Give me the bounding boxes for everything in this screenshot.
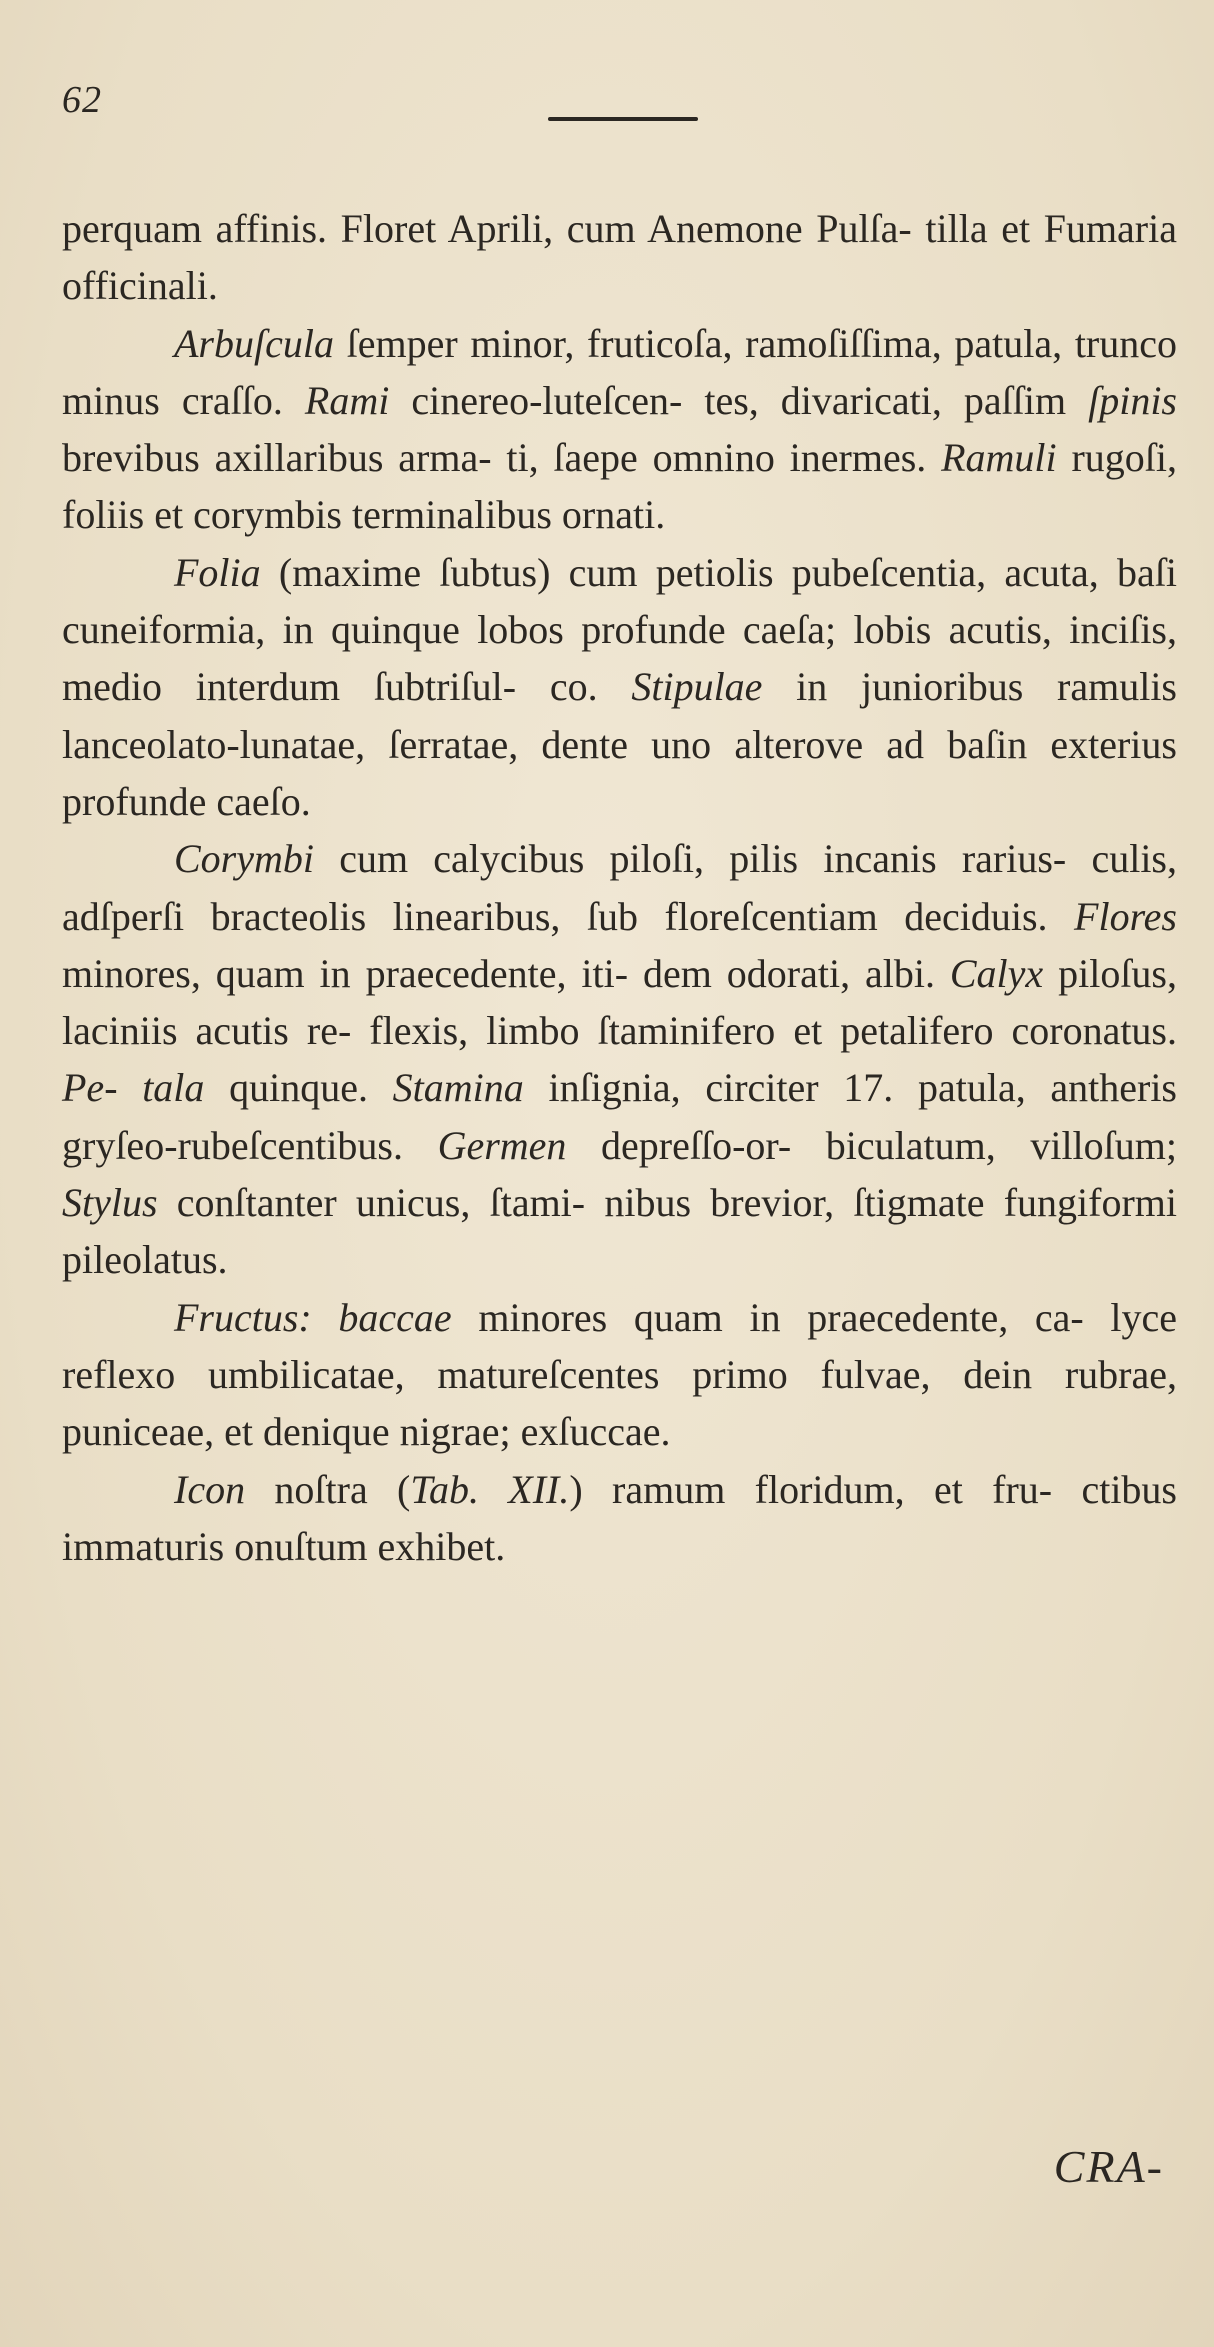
italic-term: Stamina [392,1065,524,1111]
text-run: rugoſi, foliis et corymbis terminalibus ornati. [62,435,1178,538]
paragraph [62,544,1177,830]
page-number: 62 [62,79,102,121]
italic-term: Pe- tala [62,1065,205,1111]
text-run: noſtra ( [245,1466,411,1512]
text-run: inſignia, circiter 17. patula, antheris gryſeo-rubeſcentibus. [62,1065,1177,1168]
paragraph [62,200,1177,315]
text-run: perquam affinis. Floret Aprili, cum Anemone Pulſa- tilla et Fumaria officinali. [62,206,1177,309]
text-run: piloſus, laciniis acutis re- flexis, limbo ſtaminifero et petalifero coronatus. [62,950,1177,1054]
text-run: depreſſo-or- biculatum, villoſum; [566,1122,1178,1168]
text-run: in junioribus ramulis lanceolato-lunatae, ſerratae, dente uno alterove ad baſin exterius profunde caeſo. [62,664,1177,824]
italic-term: Germen [437,1122,567,1168]
text-run: (maxime ſubtus) cum petiolis pubeſcentia, acuta, baſi cuneiformia, in quinque lobos profunde caeſa; lobis acutis, inciſis, medio interdum ſubtriſul- co. [62,549,1177,710]
italic-term: Stipulae [631,664,763,710]
text-run: conſtanter unicus, ſtami- nibus brevior, ſtigmate fungiformi pileolatus. [62,1180,1177,1283]
text-run: cum calycibus piloſi, pilis incanis rarius- culis, adſperſi bracteolis linearibus, ſub floreſcentiam deciduis. [62,836,1177,939]
italic-term: Flores [1074,893,1177,939]
text-run: minores quam in praecedente, ca- lyce reflexo umbilicatae, matureſcentes primo fulvae, dein rubrae, puniceae, et denique nigrae; exſuccae. [62,1294,1178,1455]
catchword: CRA- [1053,2141,1164,2192]
italic-term: Arbuſcula [174,320,334,366]
text-run: ſemper minor, fruticoſa, ramoſiſſima, patula, trunco minus craſſo. [62,320,1177,423]
paragraph [62,1289,1177,1461]
italic-term: Rami [304,377,390,423]
italic-term: Calyx [949,950,1044,996]
italic-term: Corymbi [174,836,314,882]
italic-term: Ramuli [941,435,1057,481]
paragraph [62,315,1177,544]
italic-term: Fructus: baccae [174,1294,452,1340]
italic-term: Stylus [62,1180,158,1226]
header-rule [548,117,698,121]
text-run: cinereo-luteſcen- tes, divaricati, paſſim [389,377,1089,423]
italic-term: Icon [174,1466,246,1512]
italic-term: ſpinis [1088,377,1177,423]
text-run: minores, quam in praecedente, iti- dem odorati, albi. [62,950,950,996]
paragraph [62,1461,1177,1576]
italic-term: Folia [174,549,261,595]
paragraph [62,830,1177,1288]
text-run: quinque. [204,1065,393,1111]
text-run: brevibus axillaribus arma- ti, ſaepe omnino inermes. [62,435,942,481]
text-run: ) ramum floridum, et fru- ctibus immaturis onuſtum exhibet. [62,1466,1177,1569]
italic-term: Tab. XII. [410,1466,570,1512]
body-text [62,200,1177,1575]
